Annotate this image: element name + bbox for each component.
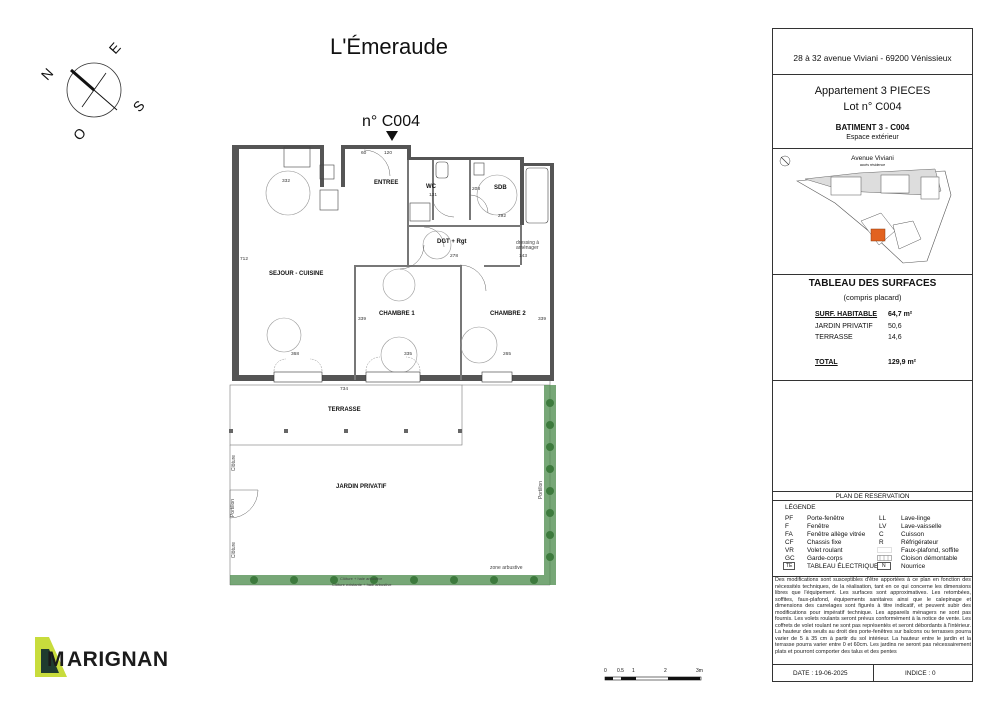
compass-rose-icon [38,38,148,148]
footer-divider [873,665,874,681]
legend-code: LV [879,523,887,530]
address: 28 à 32 avenue Viviani - 69200 Vénissieux [793,53,952,63]
scale-tick: 1 [632,668,635,674]
cloison-swatch-icon [877,555,893,561]
lot-marker-label: n° C004 [362,113,420,130]
hedge-label: Clôture existante + haie arbustive [332,582,392,587]
index-label: INDICE : 0 [905,670,936,677]
legend [773,501,972,577]
surface-label: SURF. HABITABLE [815,311,878,318]
room-sejour: SEJOUR - CUISINE [269,271,324,277]
legend-code: CF [785,539,794,546]
map-street-label: Avenue Viviani [851,155,894,162]
legend-label: Volet roulant [807,547,843,554]
apartment-type: Appartement 3 PIECES [814,85,931,97]
legend-label: Lave-vaisselle [901,523,942,530]
legend-code: N [877,562,891,570]
compass-north-label: N [37,64,57,84]
gate-label: Portillon [538,480,545,500]
floor-plan [224,135,564,590]
hedge-label: Clôture + haie arbustive [340,576,383,581]
surfaces-subtitle: (compris placard) [843,293,902,302]
legend-label: Réfrigérateur [901,539,939,546]
surface-value: 50,6 [888,323,902,330]
surfaces-title: TABLEAU DES SURFACES [808,278,937,289]
legend-label: Cloison démontable [901,555,958,562]
legend-code: F [785,523,789,530]
logo-mark-letter: M [47,648,65,671]
surface-value: 64,7 m² [888,311,913,318]
disclaimer-text: Des modifications sont susceptibles d'être apportées à ce plan en fonction des nécessités techniques, de la réalisation, tant en ce qui concerne les dimensions libres que l'équipement. Les surfaces sont approximatives. Les retombées, soffites, faux-plafond, équipements sanitaires ainsi que le calepinage et dimensions des carrelages sont figurés à titre indicatif, et peuvent subir des modifications pour impératif technique. Les appareils ménagers ne sont pas fournis. Les volets roulants seront prévus conformément à la notice de vente. Les coffrets de volet roulant ne sont pas représentés et seront débordants à l'intérieur. La hauteur des seuils au droit des porte-fenêtres sur balcons ou terrasses pourra varier de 5 à 35 cm à partir du sol intérieur. La hauteur entre le jardin et la terrasse pourra varier entre 0 et 60cm. Les jardins ne seront pas nécessairement plats et pourront comporter des talus et des pentes [775,577,971,656]
legend-label: Fenêtre allège vitrée [807,531,866,538]
footer-row [773,664,972,681]
lot-block [773,75,972,149]
legend-code: PF [785,515,794,522]
info-panel [772,28,973,682]
room-jardin: JARDIN PRIVATIF [336,484,387,490]
date-label: DATE : 19-06-2025 [793,670,848,677]
legend-label: Lave-linge [901,515,931,522]
site-map-graphic [775,151,971,271]
dim-label: 339 [358,317,367,322]
surfaces-block [773,275,972,381]
surface-label: JARDIN PRIVATIF [815,323,873,330]
building: BATIMENT 3 - C004 [835,123,910,132]
fence-label: Clôture [231,454,238,472]
dim-label: 143 [519,254,528,259]
total-label: TOTAL [815,359,838,366]
room-terrasse: TERRASSE [328,407,361,413]
dim-label: 712 [240,257,249,262]
room-dgt: DGT + Rgt [437,239,467,245]
address-block [773,29,972,75]
residence-title: L'Émeraude [330,34,448,59]
legend-code: LL [879,515,887,522]
legend-label: Porte-fenêtre [807,515,845,522]
logo-wordmark: ARIGNAN [67,648,169,671]
compass-south-label: S [129,97,148,115]
dim-label: 335 [404,352,413,357]
blank-block [773,381,972,493]
reservation-header [773,491,972,501]
legend-label: TABLEAU ÉLECTRIQUE [807,563,879,570]
dim-label: 734 [340,387,349,392]
dim-label: 332 [282,179,291,184]
lot-number: Lot n° C004 [843,101,902,113]
scale-tick: 2 [664,668,667,674]
legend-code: VR [785,547,794,554]
legend-code: GC [785,555,795,562]
legend-label: Chassis fixe [807,539,842,546]
dim-label: 265 [503,352,512,357]
surface-label: TERRASSE [815,334,853,341]
dim-label: 292 [498,214,507,219]
total-value: 129,9 m² [888,359,917,366]
dim-label: 60 [361,151,367,156]
dim-label: 339 [538,317,547,322]
dim-label: 131 [429,193,438,198]
surface-value: 14,6 [888,334,902,341]
legend-code: C [879,531,884,538]
reservation-title: PLAN DE RESERVATION [835,493,910,500]
room-chambre2: CHAMBRE 2 [490,311,526,317]
scale-bar [604,668,704,688]
room-sdb: SDB [494,185,507,191]
compass-west-label: O [69,124,90,144]
compass [38,38,148,148]
dim-label: 368 [291,352,300,357]
legend-label: Nourrice [901,563,926,570]
dim-label: 278 [450,254,459,259]
legend-code: R [879,539,884,546]
room-dressing: dressing à aménager [516,240,540,251]
legend-label: Fenêtre [807,523,830,530]
floor-plan-drawing [224,135,564,590]
legend-title: LÉGENDE [785,504,816,511]
room-entree: ENTREE [374,180,399,186]
fence-label: Clôture [231,541,238,559]
scale-tick: 3m [696,668,703,674]
legend-label: Garde-corps [807,555,843,562]
gate-label: Portillon [230,498,237,518]
scale-tick: 0 [604,668,607,674]
map-street-sub: accès résidence [859,163,886,167]
legend-label: Cuisson [901,531,925,538]
legend-code: TE [783,562,795,570]
room-wc: WC [426,184,436,190]
scale-bar-graphic [604,676,704,682]
faux-plafond-swatch-icon [877,547,893,553]
scale-tick: 0.5 [617,668,624,674]
dim-label: 208 [472,187,481,192]
dim-label: 120 [384,151,393,156]
building-sub: Espace extérieur [846,134,899,141]
site-map [773,149,972,275]
room-chambre1: CHAMBRE 1 [379,311,415,317]
compass-east-label: E [105,39,124,57]
legend-code: FA [785,531,793,538]
legend-label: Faux-plafond, soffite [901,547,959,554]
zone-label: zone arbustive [490,565,523,571]
